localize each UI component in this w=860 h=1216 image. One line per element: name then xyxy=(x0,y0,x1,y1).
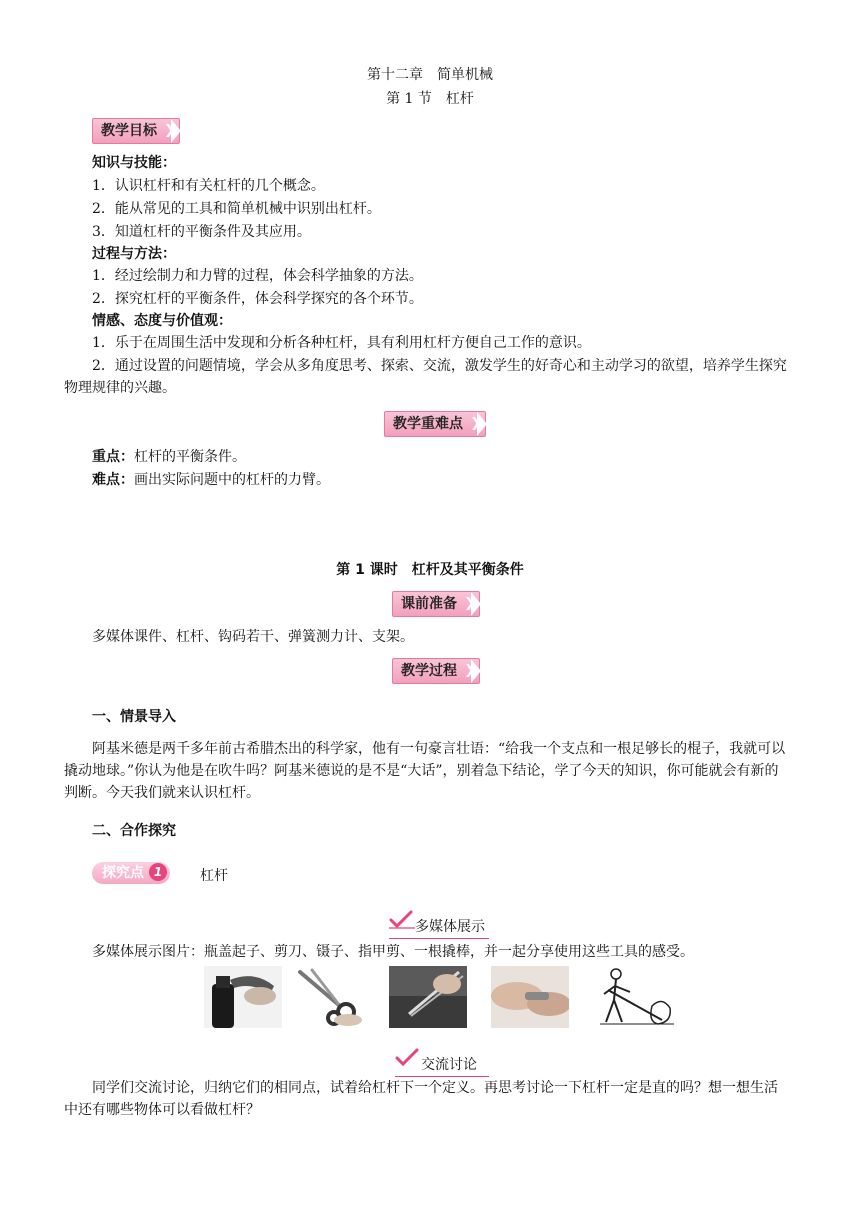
chapter-title: 第十二章 简单机械 xyxy=(367,67,493,83)
discuss-heading xyxy=(421,1054,477,1074)
tweezers-image xyxy=(389,966,467,1028)
media-heading-label: 多媒体展示 xyxy=(415,919,485,935)
crowbar-image xyxy=(596,966,674,1028)
coop-heading: 二、合作探究 xyxy=(92,823,176,839)
attitude-item-2: 2．通过设置的问题情境，学会从多角度思考、探索、交流，激发学生的好奇心和主动学习的欲望，培养学生探究物理规律的兴趣。 xyxy=(64,358,787,396)
media-text: 多媒体展示图片：瓶盖起子、剪刀、镊子、指甲剪、一根撬棒，并一起分享使用这些工具的感受。 xyxy=(92,944,694,960)
prep-text: 多媒体课件、杠杆、钩码若干、弹簧测力计、支架。 xyxy=(92,629,414,645)
difficult-point-label: 难点： xyxy=(92,472,134,488)
pen-check-icon xyxy=(389,910,415,930)
process-heading: 过程与方法： xyxy=(92,246,176,262)
discuss-heading-label: 交流讨论 xyxy=(421,1057,477,1073)
bottle-opener-image xyxy=(204,966,282,1028)
chevron-right-icon: ❯ xyxy=(464,596,475,611)
process-item-1: 1．经过绘制力和力臂的过程，体会科学抽象的方法。 xyxy=(92,268,423,284)
difficult-point-line xyxy=(92,469,330,491)
explore-point-label: 探究点 xyxy=(102,865,144,881)
attitude-item-1: 1．乐于在周围生活中发现和分析各种杠杆，具有利用杠杆方便自己工作的意识。 xyxy=(92,335,591,351)
lesson-title: 第 1 课时 杠杆及其平衡条件 xyxy=(336,562,524,578)
scissors-image xyxy=(294,966,372,1028)
key-point-text: 杠杆的平衡条件。 xyxy=(134,449,246,465)
pen-check-icon xyxy=(395,1048,421,1068)
knowledge-item-2: 2．能从常见的工具和简单机械中识别出杠杆。 xyxy=(92,201,381,217)
process-item-2: 2．探究杠杆的平衡条件，体会科学探究的各个环节。 xyxy=(92,291,423,307)
intro-heading: 一、情景导入 xyxy=(92,709,176,725)
nail-clipper-image xyxy=(491,966,569,1028)
knowledge-heading: 知识与技能： xyxy=(92,155,176,171)
key-point-line xyxy=(92,446,246,468)
chevron-right-icon: ❯ xyxy=(470,416,481,431)
attitude-heading: 情感、态度与价值观： xyxy=(92,313,232,329)
prep-banner xyxy=(392,591,480,617)
key-points-banner-label: 教学重难点 xyxy=(393,416,463,432)
knowledge-item-3: 3．知道杠杆的平衡条件及其应用。 xyxy=(92,224,311,240)
discuss-text: 同学们交流讨论，归纳它们的相同点，试着给杠杆下一个定义。再思考讨论一下杠杆一定是直的吗？想一想生活中还有哪些物体可以看做杠杆？ xyxy=(64,1080,778,1118)
chevron-right-icon: ❯ xyxy=(164,123,175,138)
prep-banner-label: 课前准备 xyxy=(401,596,457,612)
process-banner-label: 教学过程 xyxy=(401,663,457,679)
explore-point-badge xyxy=(92,862,170,884)
knowledge-item-1: 1．认识杠杆和有关杠杆的几个概念。 xyxy=(92,178,325,194)
section-title: 第 1 节 杠杆 xyxy=(386,91,474,107)
explore-point-number: 1 xyxy=(149,863,167,881)
key-points-banner xyxy=(384,411,486,437)
difficult-point-text: 画出实际问题中的杠杆的力臂。 xyxy=(134,472,330,488)
explore-topic: 杠杆 xyxy=(200,868,228,884)
heading-underline xyxy=(389,938,489,939)
intro-text: 阿基米德是两千多年前古希腊杰出的科学家，他有一句豪言壮语：“给我一个支点和一根足够长的棍子，我就可以撬动地球。”你认为他是在吹牛吗？阿基米德说的是不是“大话”，别着急下结论，学了今天的知识，你可能就会有新的判断。今天我们就来认识杠杆。 xyxy=(64,741,786,801)
key-point-label: 重点： xyxy=(92,449,134,465)
media-heading xyxy=(415,916,485,936)
process-banner xyxy=(392,658,480,684)
goals-banner-label: 教学目标 xyxy=(101,123,157,139)
chevron-right-icon: ❯ xyxy=(464,663,475,678)
goals-banner xyxy=(92,118,180,144)
